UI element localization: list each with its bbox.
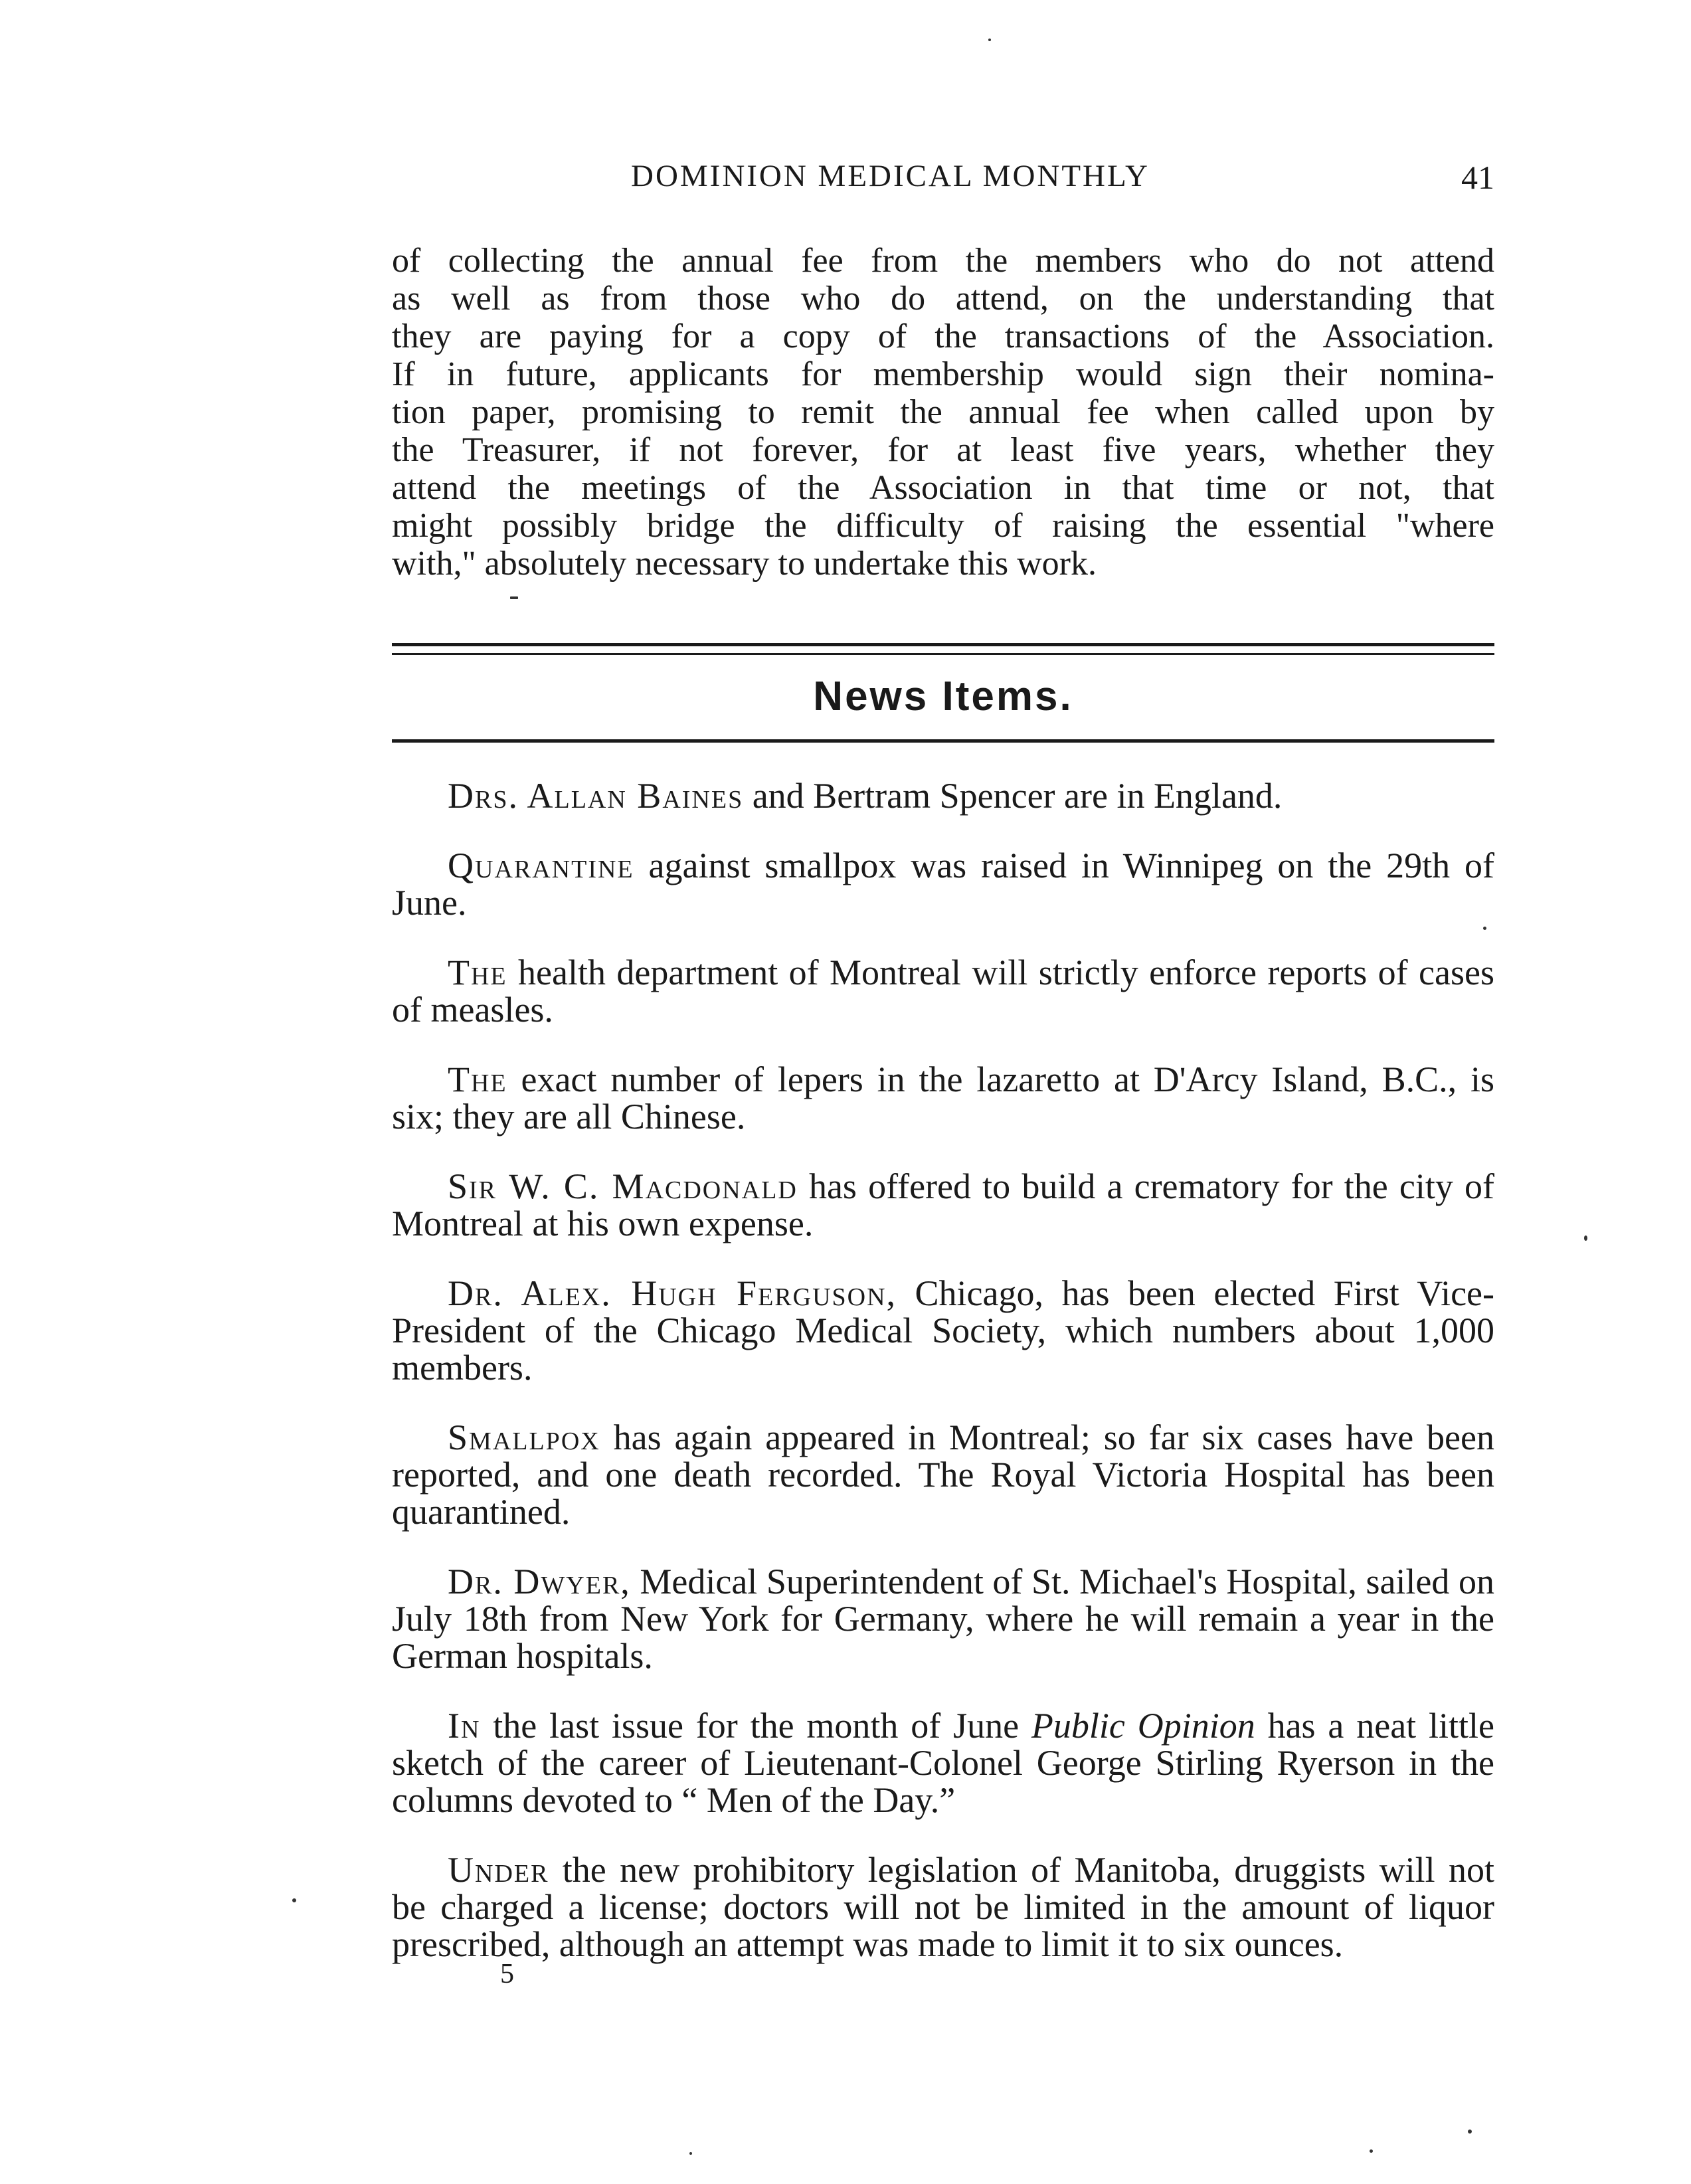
news-item	[392, 954, 1494, 1028]
publication-title: Public Opinion	[1031, 1706, 1255, 1746]
news-item	[392, 847, 1494, 921]
news-item-text: has again appeared in Montreal; so far six cases have been reported, and one death recorded. The Royal Victoria Hospital has been quarantined.	[392, 1417, 1494, 1532]
news-item-text: exact number of lepers in the lazaretto at D'Arcy Island, B.C., is six; they are all Chinese.	[392, 1059, 1494, 1137]
news-item	[392, 1168, 1494, 1242]
news-item-lead: In	[448, 1706, 481, 1746]
news-item-lead: Under	[448, 1850, 549, 1890]
section-rule-top	[392, 643, 1494, 646]
paragraph-line: with," absolutely necessary to undertake this work.	[392, 545, 1097, 583]
news-item	[392, 1061, 1494, 1135]
news-item-text: the last issue for the month of June	[480, 1706, 1031, 1746]
scan-speck	[689, 2152, 692, 2155]
paragraph-line: might possibly bridge the difficulty of raising the essential "where	[392, 507, 1494, 545]
journal-title: DOMINION MEDICAL MONTHLY	[631, 159, 1150, 193]
section-rule-top-thin	[392, 653, 1494, 655]
news-item	[392, 1707, 1494, 1819]
paragraph-line: tion paper, promising to remit the annual fee when called upon by	[392, 393, 1494, 431]
news-item-text-continued: has a neat little sketch of the career of Lieutenant-Colonel George Stirling Ryerson in the columns devoted to “ Men of the Day.”	[392, 1706, 1494, 1820]
continued-paragraph	[392, 242, 1494, 583]
news-item-lead: The	[448, 953, 507, 992]
news-item-lead: Dr. Alex. Hugh Ferguson,	[448, 1273, 897, 1313]
news-item-lead: The	[448, 1059, 507, 1099]
scan-speck	[1468, 2130, 1472, 2134]
news-item-lead: Sir W. C. Macdonald	[448, 1166, 798, 1206]
news-item	[392, 1419, 1494, 1530]
news-item-text: the new prohibitory legislation of Manitoba, druggists will not be charged a license; doctors will not be limited in the amount of liquor prescribed, although an attempt was made to limit it to six ounces.	[392, 1850, 1494, 1964]
scan-speck	[1483, 927, 1486, 930]
scan-speck	[292, 1898, 296, 1902]
section-heading: News Items.	[813, 674, 1073, 719]
scan-speck	[510, 596, 518, 599]
news-item-lead: Quarantine	[448, 846, 634, 885]
news-item	[392, 1851, 1494, 1963]
news-item-lead: Drs. Allan Baines	[448, 776, 744, 816]
paragraph-line: they are paying for a copy of the transactions of the Association.	[392, 318, 1494, 355]
paragraph-line: as well as from those who do attend, on the understanding that	[392, 280, 1494, 318]
news-item-text: and Bertram Spencer are in England.	[743, 776, 1283, 816]
news-item	[392, 1563, 1494, 1675]
scan-speck	[988, 39, 991, 41]
news-item-text: health department of Montreal will strictly enforce reports of cases of measles.	[392, 953, 1494, 1030]
news-item-text: against smallpox was raised in Winnipeg on the 29th of June.	[392, 846, 1494, 923]
paragraph-line: the Treasurer, if not forever, for at least five years, whether they	[392, 431, 1494, 469]
section-rule-bottom	[392, 739, 1494, 743]
news-item-text: has offered to build a crematory for the city of Montreal at his own expense.	[392, 1166, 1495, 1243]
running-head	[392, 158, 1494, 205]
scan-speck	[1584, 1235, 1587, 1241]
scan-speck	[1370, 2149, 1373, 2153]
news-item	[392, 1275, 1494, 1386]
news-item-lead: Smallpox	[448, 1417, 600, 1457]
news-item-text: Chicago, has been elected First Vice-President of the Chicago Medical Society, which numbers about 1,000 members.	[392, 1273, 1494, 1388]
news-item	[392, 777, 1494, 814]
news-item-text: Medical Superintendent of St. Michael's Hospital, sailed on July 18th from New York for Germany, where he will remain a year in the German hospitals.	[392, 1562, 1494, 1676]
printer-signature-mark: 5	[500, 1959, 514, 1989]
paragraph-line: of collecting the annual fee from the members who do not attend	[392, 242, 1494, 280]
news-item-lead: Dr. Dwyer,	[448, 1562, 631, 1601]
paragraph-line: attend the meetings of the Association in that time or not, that	[392, 469, 1494, 507]
paragraph-line: If in future, applicants for membership would sign their nomina-	[392, 355, 1494, 393]
page-number: 41	[1461, 159, 1494, 196]
news-items-list	[392, 777, 1494, 1995]
